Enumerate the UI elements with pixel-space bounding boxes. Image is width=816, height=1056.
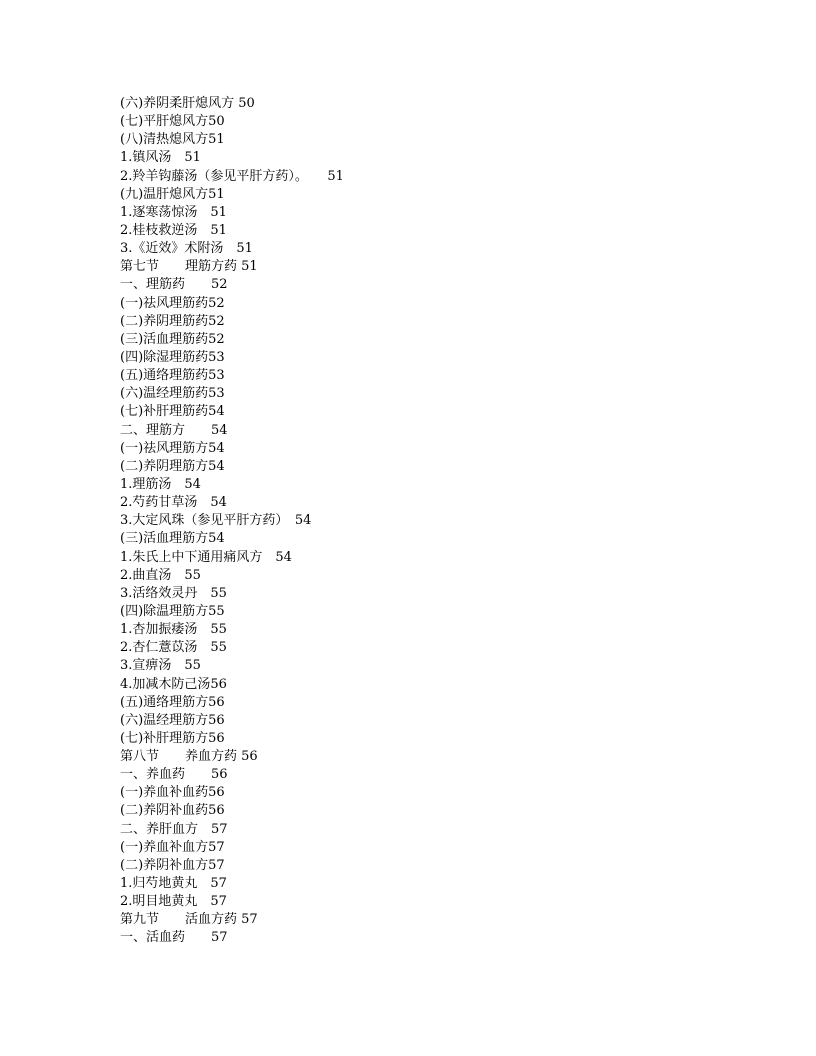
toc-line: 3.大定风珠（参见平肝方药） 54	[120, 513, 312, 529]
toc-line: 2.明目地黄丸 57	[120, 894, 227, 910]
toc-line: 2.羚羊钩藤汤（参见平肝方药）。 51	[120, 168, 344, 184]
toc-line: 1.理筋汤 54	[120, 476, 201, 492]
toc-line: (二)养阴补血药56	[120, 803, 225, 819]
toc-line: 二、养肝血方 57	[120, 821, 228, 837]
toc-line: 2.桂枝救逆汤 51	[120, 222, 227, 238]
toc-line: (二)养阴补血方57	[120, 857, 225, 873]
toc-line: 2.曲直汤 55	[120, 567, 201, 583]
toc-line: (二)养阴理筋方54	[120, 458, 225, 474]
toc-line: (九)温肝熄风方51	[120, 186, 225, 202]
toc-line: 2.芍药甘草汤 54	[120, 495, 227, 511]
toc-line: 一、活血药 57	[120, 930, 228, 946]
section-heading: 第八节 养血方药 56	[120, 749, 258, 765]
toc-line: (一)养血补血方57	[120, 839, 225, 855]
toc-line: (七)平肝熄风方50	[120, 114, 225, 130]
toc-line: 3.《近效》术附汤 51	[120, 241, 253, 257]
toc-line: 1.镇风汤 51	[120, 150, 201, 166]
toc-line: (一)祛风理筋方54	[120, 440, 225, 456]
toc-line: (五)通络理筋药53	[120, 368, 225, 384]
toc-line: (四)除湿理筋药53	[120, 349, 225, 365]
toc-line: (二)养阴理筋药52	[120, 313, 225, 329]
toc-line: (一)养血补血药56	[120, 785, 225, 801]
toc-line: 一、养血药 56	[120, 767, 228, 783]
toc-line: (六)养阴柔肝熄风方 50	[120, 96, 255, 111]
toc-line: (五)通络理筋方56	[120, 694, 225, 710]
toc-line: 3.宣痹汤 55	[120, 658, 201, 674]
toc-line: (三)活血理筋药52	[120, 331, 225, 347]
section-heading: 第九节 活血方药 57	[120, 912, 258, 928]
toc-line: 一、理筋药 52	[120, 277, 228, 293]
toc-line: 1.归芍地黄丸 57	[120, 876, 227, 892]
toc-line: (八)清热熄风方51	[120, 132, 225, 148]
toc-line: 二、理筋方 54	[120, 422, 228, 438]
toc-line: (七)补肝理筋方56	[120, 730, 225, 746]
toc-line: 1.朱氏上中下通用痛风方 54	[120, 549, 292, 565]
toc-line: 2.杏仁薏苡汤 55	[120, 640, 227, 656]
table-of-contents	[120, 95, 344, 948]
toc-line: (七)补肝理筋药54	[120, 404, 225, 420]
toc-line: 4.加减木防己汤56	[120, 676, 227, 692]
toc-line: (六)温经理筋药53	[120, 386, 225, 402]
toc-line: 3.活络效灵丹 55	[120, 585, 227, 601]
toc-line: 1.杏加振痿汤 55	[120, 622, 227, 638]
toc-line: (三)活血理筋方54	[120, 531, 225, 547]
toc-line: (四)除温理筋方55	[120, 603, 225, 619]
toc-line: (六)温经理筋方56	[120, 712, 225, 728]
toc-line: (一)祛风理筋药52	[120, 295, 225, 311]
section-heading: 第七节 理筋方药 51	[120, 259, 258, 275]
toc-line: 1.逐寒荡惊汤 51	[120, 204, 227, 220]
